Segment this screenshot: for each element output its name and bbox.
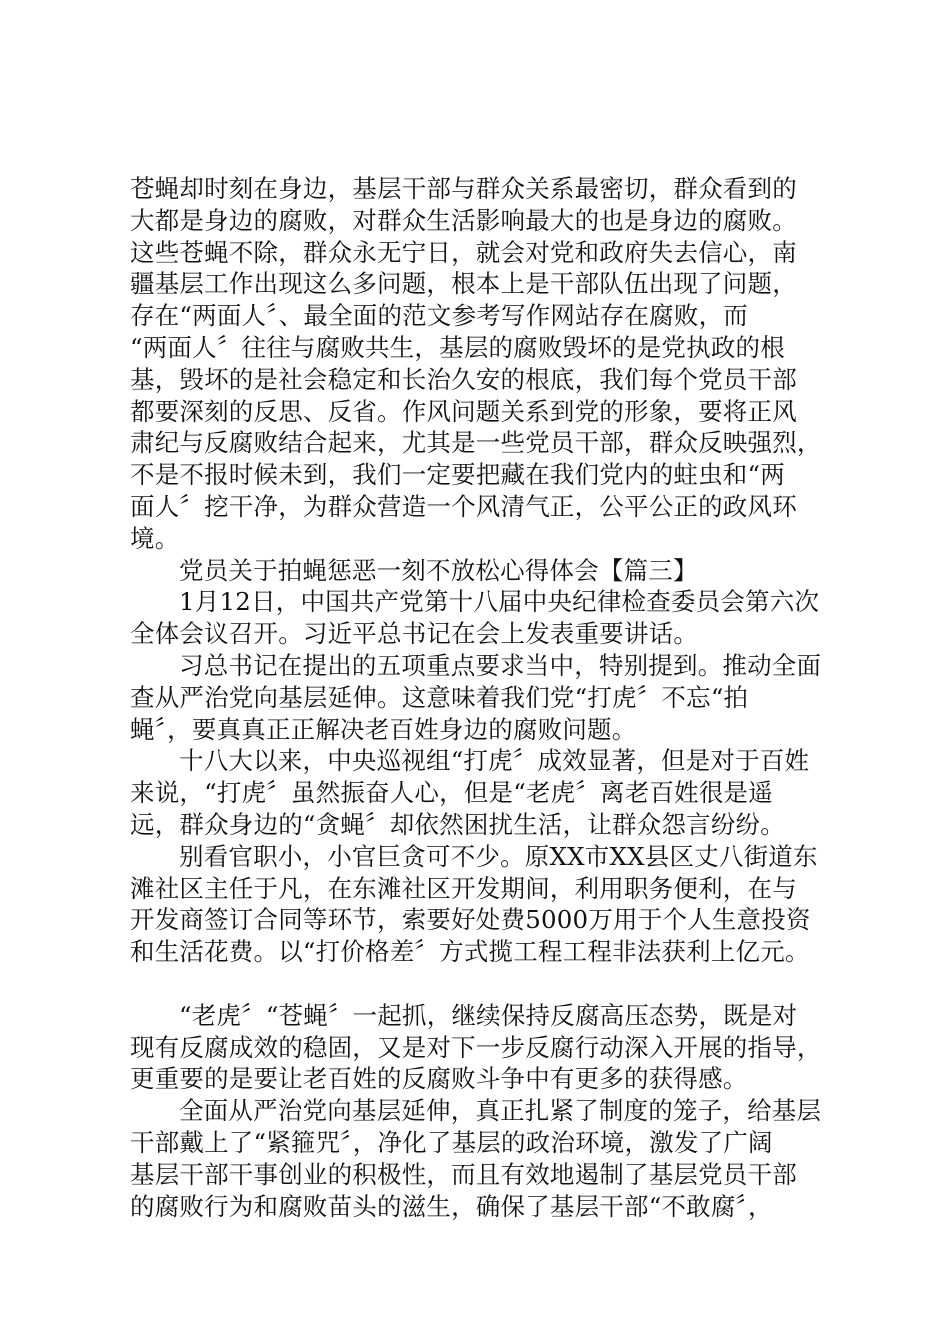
text-line: 面人〞挖干净，为群众营造一个风清气正，公平公正的政风环 <box>130 491 797 521</box>
text-line: 开发商签订合同等环节，索要好处费5000万用于个人生意投资 <box>130 905 811 935</box>
text-line: 更重要的是要让老百姓的反腐败斗争中有更多的获得感。 <box>130 1064 748 1094</box>
text-line: 不是不报时候未到，我们一定要把藏在我们党内的蛀虫和“两 <box>130 460 785 490</box>
text-line: 基层干部干事创业的积极性，而且有效地遏制了基层党员干部 <box>130 1159 797 1189</box>
text-line: 1月12日，中国共产党第十八届中央纪律检查委员会第六次 <box>179 587 820 617</box>
text-line: 蝇〞，要真真正正解决老百姓身边的腐败问题。 <box>130 714 637 744</box>
text-line: 党员关于拍蝇惩恶一刻不放松心得体会【篇三】 <box>179 555 698 585</box>
text-line: 查从严治党向基层延伸。这意味着我们党“打虎〞不忘“拍 <box>130 682 749 712</box>
blank-line <box>130 968 850 1000</box>
text-line: 别看官职小，小官巨贪可不少。原XX市XX县区丈八街道东 <box>179 841 818 871</box>
text-line: “两面人〞往往与腐败共生，基层的腐败毁坏的是党执政的根 <box>130 332 785 362</box>
text-line: 滩社区主任于凡，在东滩社区开发期间，利用职务便利，在与 <box>130 873 797 903</box>
text-line: 全面从严治党向基层延伸，真正扎紧了制度的笼子，给基层 <box>179 1096 822 1126</box>
text-line: 的腐败行为和腐败苗头的滋生，确保了基层干部“不敢腐〞， <box>130 1191 773 1221</box>
text-line: 干部戴上了“紧箍咒〞，净化了基层的政治环境，激发了广阔 <box>130 1127 773 1157</box>
text-line: 这些苍蝇不除，群众永无宁日，就会对党和政府失去信心，南 <box>130 237 797 267</box>
text-line: 全体会议召开。习近平总书记在会上发表重要讲话。 <box>130 619 699 649</box>
text-line: 存在“两面人〞、最全面的范文参考写作网站存在腐败，而 <box>130 301 748 331</box>
text-line: 境。 <box>130 523 180 553</box>
text-line: 疆基层工作出现这么多问题，根本上是干部队伍出现了问题， <box>130 269 797 299</box>
text-line: “老虎〞“苍蝇〞一起抓，继续保持反腐高压态势，既是对 <box>179 1000 798 1030</box>
text-line: 苍蝇却时刻在身边，基层干部与群众关系最密切，群众看到的 <box>130 174 797 203</box>
text-line: 现有反腐成效的稳固，又是对下一步反腐行动深入开展的指导， <box>130 1032 822 1062</box>
text-line: 基，毁坏的是社会稳定和长治久安的根底，我们每个党员干部 <box>130 364 797 394</box>
text-line: 肃纪与反腐败结合起来，尤其是一些党员干部，群众反映强烈， <box>130 428 822 458</box>
text-line: 来说，“打虎〞虽然振奋人心，但是“老虎〞离老百姓很是遥 <box>130 778 773 808</box>
text-line: 都要深刻的反思、反省。作风问题关系到党的形象，要将正风 <box>130 396 797 426</box>
text-line: 和生活花费。以“打价格差〞方式揽工程工程非法获利上亿元。 <box>130 937 810 967</box>
text-line: 远，群众身边的“贪蝇〞却依然困扰生活，让群众怨言纷纷。 <box>130 809 785 839</box>
text-line: 习总书记在提出的五项重点要求当中，特别提到。推动全面 <box>179 650 822 680</box>
document-body <box>130 173 850 1222</box>
text-line: 十八大以来，中央巡视组“打虎〞成效显著，但是对于百姓 <box>179 746 810 776</box>
text-line: 大都是身边的腐败，对群众生活影响最大的也是身边的腐败。 <box>130 205 797 235</box>
